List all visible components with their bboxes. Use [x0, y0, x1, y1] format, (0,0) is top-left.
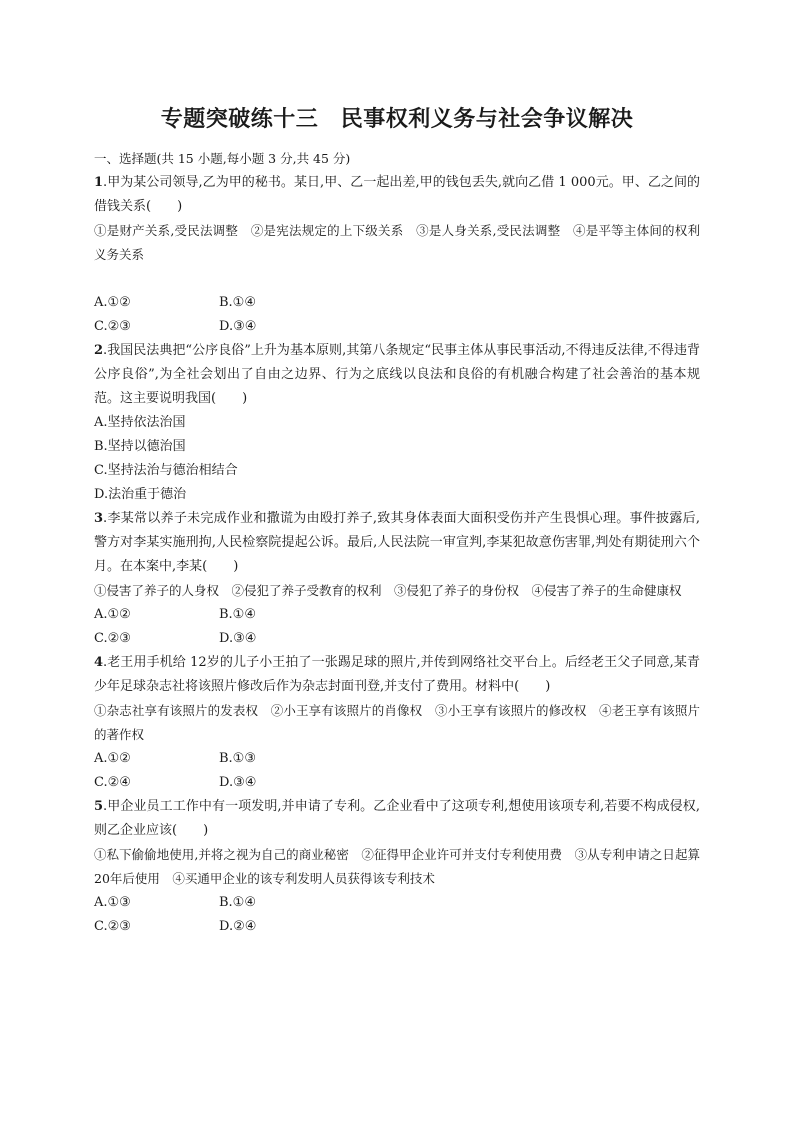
choice-d[interactable]: D.③④ [219, 775, 257, 790]
choice-row [94, 771, 700, 795]
choice-b[interactable]: B.坚持以德治国 [94, 439, 186, 454]
question-number: 5 [94, 799, 104, 814]
question-5 [94, 795, 700, 939]
question-number: 3 [94, 511, 104, 526]
section-header: 一、选择题(共 15 小题,每小题 3 分,共 45 分) [94, 151, 351, 166]
choice-c[interactable]: C.②④ [94, 775, 131, 790]
choice-a[interactable]: A.①② [94, 751, 131, 766]
question-stem: 5.甲企业员工工作中有一项发明,并申请了专利。乙企业看中了这项专利,想使用该项专利,若要不构成侵权,则乙企业应该( ) [94, 799, 700, 838]
choice-b[interactable]: B.①④ [219, 295, 256, 310]
choice-row [94, 291, 700, 315]
choice-a[interactable]: A.坚持依法治国 [94, 415, 186, 430]
question-options: ①杂志社享有该照片的发表权 ②小王享有该照片的肖像权 ③小王享有该照片的修改权 ④老王享有该照片的著作权 [94, 703, 700, 742]
choice-row [94, 315, 700, 339]
choice-a[interactable]: A.①② [94, 295, 131, 310]
question-number: 1 [94, 175, 104, 190]
choice-a[interactable]: A.①③ [94, 895, 131, 910]
choice-row [94, 891, 700, 915]
choice-c[interactable]: C.②③ [94, 631, 131, 646]
question-3 [94, 507, 700, 651]
choice-d[interactable]: D.②④ [219, 919, 257, 934]
choice-c[interactable]: C.②③ [94, 319, 131, 334]
choice-d[interactable]: D.③④ [219, 319, 257, 334]
choice-c[interactable]: C.坚持法治与德治相结合 [94, 463, 238, 478]
question-stem: 1.甲为某公司领导,乙为甲的秘书。某日,甲、乙一起出差,甲的钱包丢失,就向乙借 1 000元。甲、乙之间的借钱关系( ) [94, 175, 700, 214]
page-title: 专题突破练十三 民事权利义务与社会争议解决 [160, 107, 634, 132]
question-stem: 3.李某常以养子未完成作业和撒谎为由殴打养子,致其身体表面大面积受伤并产生畏惧心理。事件披露后,警方对李某实施刑拘,人民检察院提起公诉。最后,人民法院一审宣判,李某犯故意伤害罪,判处有期徒刑六个月。在本案中,李某( ) [94, 511, 700, 574]
question-1 [94, 171, 700, 339]
choice-b[interactable]: B.①④ [219, 607, 256, 622]
question-stem: 4.老王用手机给 12岁的儿子小王拍了一张踢足球的照片,并传到网络社交平台上。后经老王父子同意,某青少年足球杂志社将该照片修改后作为杂志封面刊登,并支付了费用。材料中( ) [94, 655, 700, 694]
choice-row [94, 747, 700, 771]
question-options: ①侵害了养子的人身权 ②侵犯了养子受教育的权利 ③侵犯了养子的身份权 ④侵害了养子的生命健康权 [94, 583, 682, 598]
choice-d[interactable]: D.③④ [219, 631, 257, 646]
choice-row [94, 627, 700, 651]
question-options: ①是财产关系,受民法调整 ②是宪法规定的上下级关系 ③是人身关系,受民法调整 ④是平等主体间的权利义务关系 [94, 223, 700, 262]
question-options: ①私下偷偷地使用,并将之视为自己的商业秘密 ②征得甲企业许可并支付专利使用费 ③从专利申请之日起算 20年后使用 ④买通甲企业的该专利发明人员获得该专利技术 [94, 847, 700, 886]
spacer [94, 267, 700, 291]
question-4 [94, 651, 700, 795]
choice-b[interactable]: B.①④ [219, 895, 256, 910]
choice-row [94, 915, 700, 939]
choice-c[interactable]: C.②③ [94, 919, 131, 934]
exam-page [94, 103, 700, 939]
choice-row [94, 603, 700, 627]
choice-b[interactable]: B.①③ [219, 751, 256, 766]
choice-a[interactable]: A.①② [94, 607, 131, 622]
question-2 [94, 339, 700, 507]
question-number: 2 [94, 343, 104, 358]
choice-d[interactable]: D.法治重于德治 [94, 487, 187, 502]
question-number: 4 [94, 655, 104, 670]
question-stem: 2.我国民法典把“公序良俗”上升为基本原则,其第八条规定“民事主体从事民事活动,不得违反法律,不得违背公序良俗”,为全社会划出了自由之边界、行为之底线以良法和良俗的有机融合构建了社会善治的基本规范。这主要说明我国( ) [94, 343, 700, 406]
